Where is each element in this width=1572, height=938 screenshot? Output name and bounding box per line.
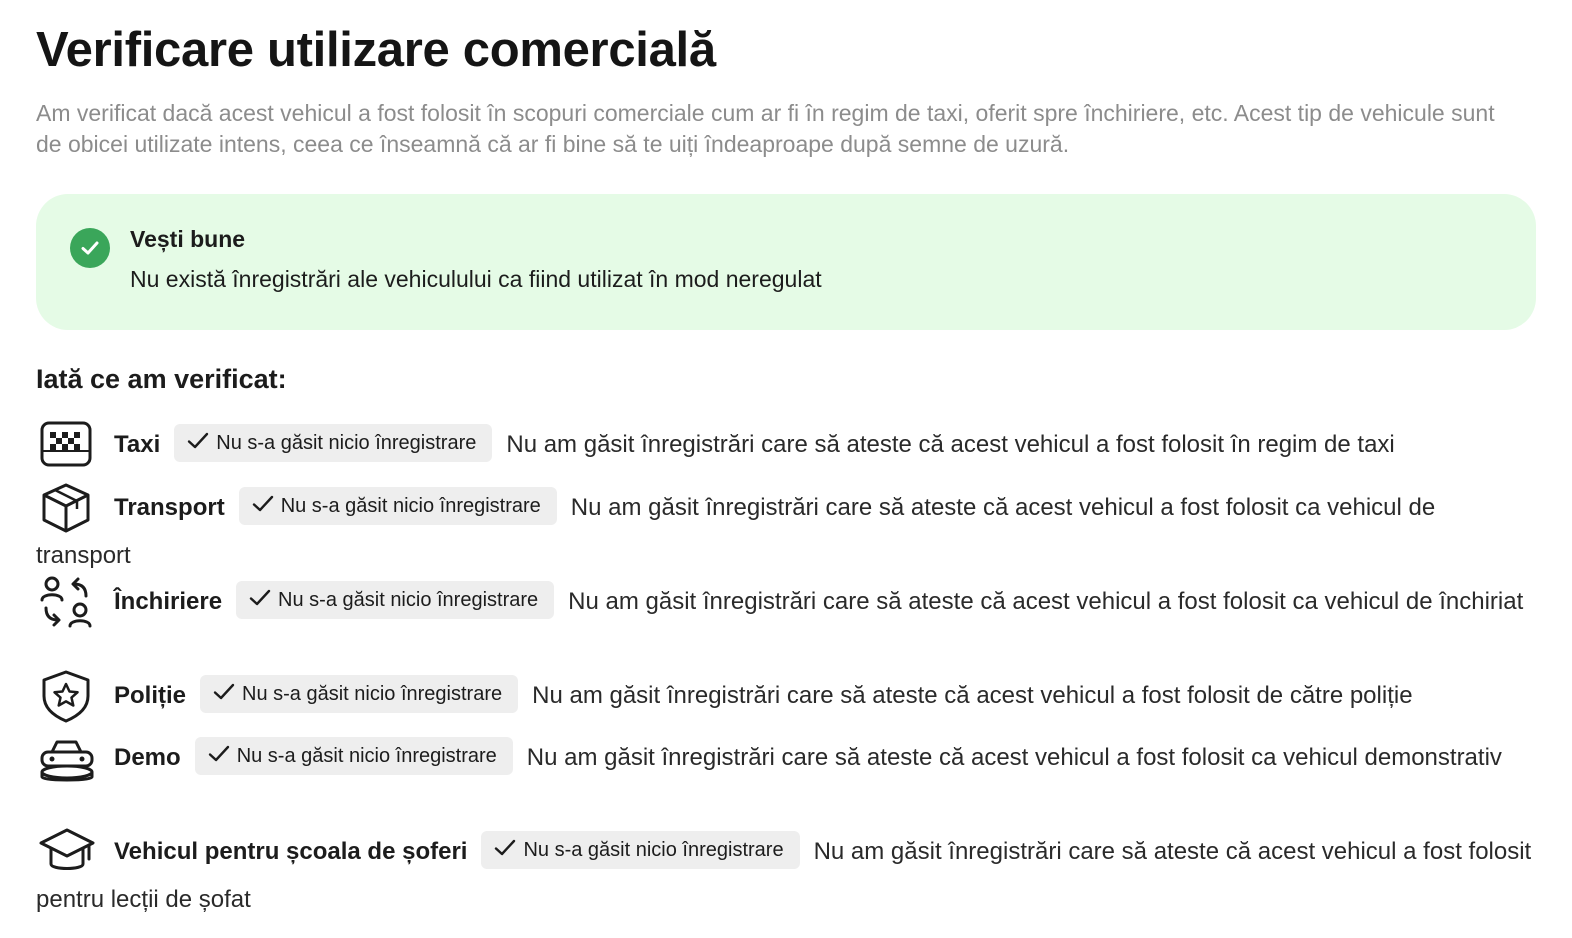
check-label: Poliție (114, 682, 187, 709)
status-badge-text: Nu s-a găsit nicio înregistrare (216, 432, 477, 454)
check-item-driving-school (36, 828, 1536, 924)
check-icon (212, 680, 236, 704)
check-label: Transport (114, 494, 225, 521)
check-icon (248, 586, 272, 610)
status-badge-text: Nu s-a găsit nicio înregistrare (236, 745, 497, 767)
check-label: Taxi (114, 431, 161, 458)
taxi-icon (36, 421, 94, 469)
check-description: Nu am găsit înregistrări care să ateste că acest vehicul a fost folosit ca vehicul de transport (36, 494, 1436, 569)
check-label: Închiriere (114, 588, 223, 615)
status-badge (195, 737, 513, 775)
status-badge (239, 487, 557, 525)
check-icon (207, 742, 231, 766)
check-icon (493, 836, 517, 860)
check-icon (186, 429, 210, 453)
check-icon (251, 492, 275, 516)
status-badge-text: Nu s-a găsit nicio înregistrare (523, 839, 784, 861)
check-label: Demo (114, 744, 181, 771)
alert-title: Vești bune (130, 226, 246, 252)
status-badge-text: Nu s-a găsit nicio înregistrare (242, 683, 503, 705)
check-item-demo (36, 734, 1536, 782)
checked-items-heading: Iată ce am verificat: (36, 364, 287, 394)
check-circle-icon (70, 228, 110, 268)
demo-car-icon (36, 734, 94, 782)
status-badge (174, 424, 492, 462)
check-label: Vehicul pentru școala de șoferi (114, 838, 468, 865)
check-item-rental (36, 578, 1536, 626)
status-badge (481, 831, 799, 869)
check-description: Nu am găsit înregistrări care să ateste că acest vehicul a fost folosit pentru lecții de șofat (36, 838, 1532, 913)
rental-swap-icon (36, 578, 94, 626)
status-badge (236, 581, 554, 619)
status-badge (200, 675, 518, 713)
box-icon (36, 484, 94, 532)
graduation-cap-icon (36, 828, 94, 876)
alert-text: Nu există înregistrări ale vehiculului ca fiind utilizat în mod neregulat (130, 266, 822, 292)
check-item-transport (36, 484, 1536, 580)
check-description: Nu am găsit înregistrări care să ateste că acest vehicul a fost folosit în regim de taxi (506, 431, 1395, 458)
check-description: Nu am găsit înregistrări care să ateste că acest vehicul a fost folosit ca vehicul de închiriat (568, 588, 1524, 615)
page-title: Verificare utilizare comercială (36, 23, 716, 77)
page-description: Am verificat dacă acest vehicul a fost folosit în scopuri comerciale cum ar fi în regim de taxi, oferit spre închiriere, etc. Acest tip de vehicule sunt de obicei utilizate intens, ceea ce înseamnă că ar fi bine să te uiți îndeaproape după semne de uzură. (36, 100, 1495, 157)
check-description: Nu am găsit înregistrări care să ateste că acest vehicul a fost folosit ca vehicul demonstrativ (526, 744, 1502, 771)
check-item-police (36, 672, 1536, 720)
status-badge-text: Nu s-a găsit nicio înregistrare (280, 495, 541, 517)
check-description: Nu am găsit înregistrări care să ateste că acest vehicul a fost folosit de către poliție (532, 682, 1413, 709)
status-badge-text: Nu s-a găsit nicio înregistrare (278, 589, 539, 611)
good-news-alert (36, 194, 1536, 330)
police-shield-icon (36, 672, 94, 720)
check-item-taxi (36, 421, 1536, 469)
